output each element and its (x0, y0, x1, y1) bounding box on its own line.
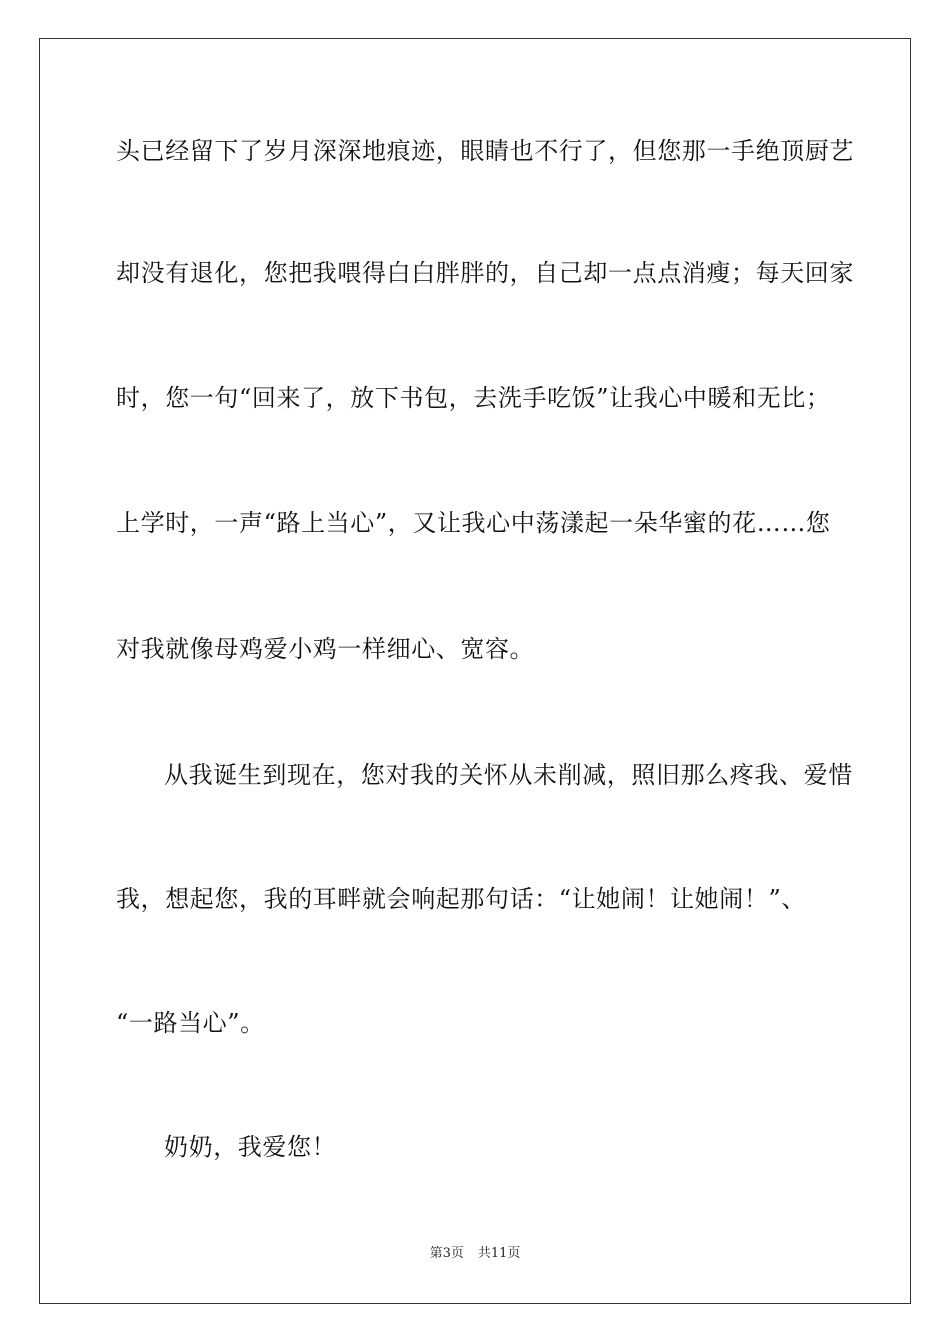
page-total: 共11页 (477, 1246, 521, 1261)
page-border (39, 38, 911, 1304)
body-line: 上学时，一声“路上当心”，又让我心中荡漾起一朵华蜜的花……您 (116, 509, 831, 537)
body-line: 时，您一句“回来了，放下书包，去洗手吃饭”让我心中暖和无比； (116, 384, 831, 412)
paragraph-first-line: 奶奶，我爱您！ (164, 1133, 337, 1161)
page-number: 第3页 (429, 1246, 464, 1261)
body-line: 对我就像母鸡爱小鸡一样细心、宽容。 (116, 635, 535, 663)
body-line: 我，想起您，我的耳畔就会响起那句话：“让她闹！让她闹！”、 (116, 885, 806, 913)
body-line: “一路当心”。 (116, 1009, 265, 1037)
body-line: 却没有退化，您把我喂得白白胖胖的，自己却一点点消瘦；每天回家 (116, 259, 854, 287)
body-line: 头已经留下了岁月深深地痕迹，眼睛也不行了，但您那一手绝顶厨艺 (116, 137, 854, 165)
paragraph-first-line: 从我诞生到现在，您对我的关怀从未削减，照旧那么疼我、爱惜 (164, 761, 853, 789)
page-footer (0, 1244, 950, 1264)
